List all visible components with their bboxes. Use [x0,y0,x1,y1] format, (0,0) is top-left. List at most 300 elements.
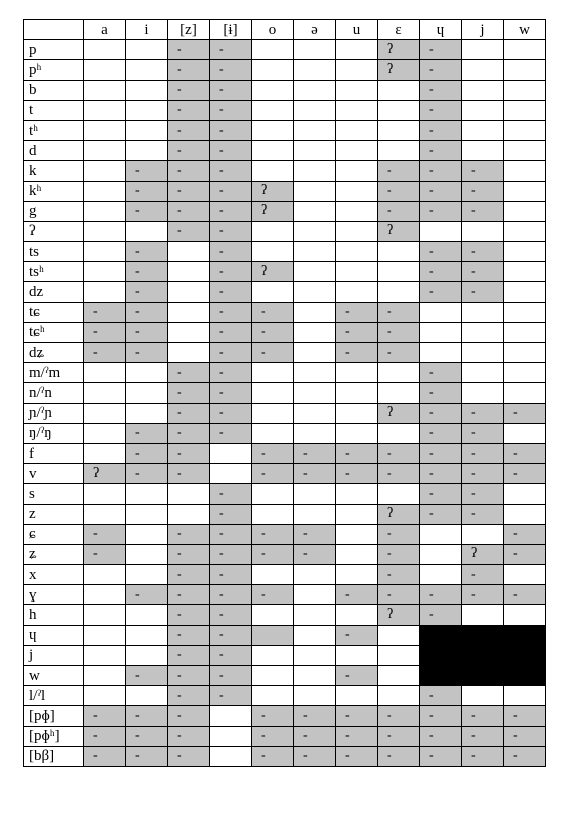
table-row [24,403,546,423]
table-cell [462,120,504,140]
row-label: s [24,484,84,504]
table-cell: - [252,524,294,544]
table-cell: - [84,706,126,726]
table-cell: - [378,706,420,726]
column-header: j [462,20,504,40]
table-cell [504,40,546,60]
table-cell: - [294,524,336,544]
table-cell [378,686,420,706]
column-header: [ɨ] [210,20,252,40]
table-cell [252,80,294,100]
table-cell [84,221,126,241]
table-cell [462,686,504,706]
table-cell [210,464,252,484]
table-cell [294,181,336,201]
table-cell: - [168,726,210,746]
table-cell [462,322,504,342]
table-cell [168,484,210,504]
table-cell: - [210,201,252,221]
table-cell: - [420,423,462,443]
table-cell [504,80,546,100]
table-cell [504,322,546,342]
table-cell: - [420,262,462,282]
table-cell [126,645,168,665]
row-label: ŋ/ˀŋ [24,423,84,443]
table-cell: - [420,605,462,625]
table-cell: - [168,666,210,686]
table-cell: - [210,605,252,625]
column-header: w [504,20,546,40]
table-cell [462,383,504,403]
table-cell: - [210,625,252,645]
table-cell [84,403,126,423]
table-cell [504,120,546,140]
table-cell [378,100,420,120]
table-cell [462,343,504,363]
table-cell [420,666,462,686]
table-cell [84,443,126,463]
table-cell [84,201,126,221]
table-cell: - [210,686,252,706]
table-cell [462,100,504,120]
table-row [24,484,546,504]
table-cell: - [420,80,462,100]
table-cell [252,504,294,524]
table-cell: - [210,322,252,342]
table-cell: - [210,383,252,403]
table-cell [294,100,336,120]
table-cell [336,282,378,302]
table-cell: ʔ [378,605,420,625]
table-cell [252,120,294,140]
table-cell: - [420,585,462,605]
table-cell: - [168,161,210,181]
table-cell [294,141,336,161]
table-row [24,100,546,120]
table-cell [252,40,294,60]
table-cell: - [378,726,420,746]
table-cell [84,565,126,585]
row-label: n/ˀn [24,383,84,403]
column-header: a [84,20,126,40]
table-cell: - [378,746,420,766]
table-cell: - [210,565,252,585]
table-cell [462,40,504,60]
table-cell [252,403,294,423]
table-cell: - [168,605,210,625]
table-cell: - [168,443,210,463]
table-cell [294,80,336,100]
table-cell: - [420,746,462,766]
table-cell: ʔ [84,464,126,484]
table-row [24,302,546,322]
table-row [24,221,546,241]
table-cell [504,60,546,80]
row-label: dʑ [24,343,84,363]
table-cell [378,484,420,504]
phonotactics-table [23,19,546,767]
table-cell [294,504,336,524]
table-cell: - [126,322,168,342]
table-cell: - [126,242,168,262]
table-cell [84,625,126,645]
table-cell: - [210,60,252,80]
row-label: tɕ [24,302,84,322]
table-cell [294,484,336,504]
table-cell: - [210,524,252,544]
row-label: ɥ [24,625,84,645]
table-cell [168,343,210,363]
table-cell: - [336,443,378,463]
table-cell [462,524,504,544]
table-cell [210,443,252,463]
table-cell: - [168,403,210,423]
table-cell [504,141,546,161]
table-cell [378,141,420,161]
table-cell: - [126,585,168,605]
table-cell [504,363,546,383]
table-cell [462,221,504,241]
table-cell [84,120,126,140]
table-cell [84,363,126,383]
table-cell [294,625,336,645]
table-cell [336,565,378,585]
table-cell [336,201,378,221]
table-cell: - [84,302,126,322]
table-cell: - [462,706,504,726]
table-cell: - [462,464,504,484]
table-cell [294,242,336,262]
table-cell: - [126,423,168,443]
table-row [24,181,546,201]
table-cell: - [420,504,462,524]
table-cell: - [168,201,210,221]
table-cell: - [210,504,252,524]
table-cell: - [126,443,168,463]
header-row [24,20,546,40]
row-label: b [24,80,84,100]
table-cell [378,363,420,383]
table-cell: ʔ [378,403,420,423]
table-row [24,363,546,383]
table-cell: - [168,706,210,726]
table-cell: - [126,746,168,766]
row-label: dz [24,282,84,302]
column-header: [z] [168,20,210,40]
table-row [24,120,546,140]
table-cell [84,242,126,262]
table-cell [252,383,294,403]
table-cell [126,141,168,161]
table-cell: - [84,322,126,342]
table-cell: - [210,423,252,443]
table-cell [252,625,294,645]
table-cell [210,706,252,726]
table-cell: - [336,625,378,645]
table-cell [336,605,378,625]
table-cell: - [462,282,504,302]
table-cell: - [294,464,336,484]
table-cell [168,282,210,302]
table-cell: - [168,746,210,766]
table-cell: - [420,443,462,463]
table-cell: - [378,443,420,463]
table-cell [84,181,126,201]
table-cell: - [126,464,168,484]
table-cell [378,282,420,302]
row-label: l/ˀl [24,686,84,706]
table-cell: - [462,423,504,443]
table-cell: ʔ [378,504,420,524]
row-label: h [24,605,84,625]
table-cell [336,504,378,524]
table-cell [378,666,420,686]
table-cell [504,625,546,645]
table-cell [420,625,462,645]
table-cell: - [84,746,126,766]
table-cell [294,383,336,403]
column-header: o [252,20,294,40]
table-cell [252,423,294,443]
table-cell: ʔ [252,262,294,282]
table-cell [84,161,126,181]
table-cell: - [378,181,420,201]
row-label: tsʰ [24,262,84,282]
table-cell: - [336,343,378,363]
table-cell [294,403,336,423]
table-cell: - [420,242,462,262]
table-cell [252,565,294,585]
table-cell: - [378,343,420,363]
table-cell [504,181,546,201]
row-label: ɣ [24,585,84,605]
table-cell [462,666,504,686]
table-cell: - [168,524,210,544]
table-cell: - [294,706,336,726]
row-label: w [24,666,84,686]
table-cell [252,242,294,262]
table-cell: - [504,746,546,766]
table-cell: - [168,423,210,443]
corner-cell [24,20,84,40]
table-cell: - [210,161,252,181]
table-cell: - [126,726,168,746]
table-cell: - [504,726,546,746]
table-cell [420,343,462,363]
table-cell: - [126,181,168,201]
table-cell [336,423,378,443]
table-row [24,322,546,342]
table-cell [336,524,378,544]
row-label: k [24,161,84,181]
column-header: ɛ [378,20,420,40]
table-cell [420,322,462,342]
table-cell [336,383,378,403]
table-cell [252,161,294,181]
table-cell [504,343,546,363]
table-row [24,60,546,80]
table-cell: - [420,141,462,161]
row-label: x [24,565,84,585]
table-cell: - [420,120,462,140]
table-cell [84,100,126,120]
table-cell: - [504,524,546,544]
table-cell [378,645,420,665]
table-cell: - [462,443,504,463]
table-cell [84,504,126,524]
table-row [24,443,546,463]
row-label: kʰ [24,181,84,201]
table-cell [378,423,420,443]
table-cell: - [168,464,210,484]
table-cell: ʔ [462,544,504,564]
table-cell [84,686,126,706]
table-cell [168,242,210,262]
table-cell [378,262,420,282]
table-cell [252,141,294,161]
table-cell: - [378,161,420,181]
table-row [24,242,546,262]
table-cell: - [210,120,252,140]
table-cell [168,504,210,524]
table-cell [294,161,336,181]
table-cell [84,383,126,403]
row-label: j [24,645,84,665]
table-cell [504,100,546,120]
table-cell [126,363,168,383]
table-cell [84,40,126,60]
table-cell [126,40,168,60]
table-cell: - [336,706,378,726]
table-cell: ʔ [252,181,294,201]
table-cell: - [252,544,294,564]
table-cell: - [210,343,252,363]
table-cell: - [336,746,378,766]
table-cell [294,221,336,241]
table-cell: - [336,585,378,605]
table-cell [294,60,336,80]
table-cell: - [252,464,294,484]
table-cell: - [168,80,210,100]
table-cell [252,666,294,686]
table-cell [210,746,252,766]
table-cell: - [462,181,504,201]
row-label: ɲ/ˀɲ [24,403,84,423]
table-cell [504,423,546,443]
table-cell [84,262,126,282]
table-cell: - [84,726,126,746]
table-cell: - [168,625,210,645]
row-label: ɕ [24,524,84,544]
table-cell [168,322,210,342]
table-cell: - [168,60,210,80]
table-cell [336,40,378,60]
table-cell [462,60,504,80]
table-row [24,706,546,726]
table-cell: - [462,242,504,262]
table-cell [336,403,378,423]
table-row [24,666,546,686]
table-row [24,605,546,625]
row-label: tɕʰ [24,322,84,342]
table-cell [294,363,336,383]
table-cell [126,524,168,544]
table-cell [504,302,546,322]
table-cell: - [168,585,210,605]
table-cell: - [294,726,336,746]
table-cell: - [168,181,210,201]
table-cell: - [84,544,126,564]
table-cell [126,383,168,403]
table-body [24,40,546,767]
table-row [24,161,546,181]
table-cell: - [420,181,462,201]
table-cell: - [210,282,252,302]
row-label: [pɸ] [24,706,84,726]
table-cell: - [462,726,504,746]
table-row [24,343,546,363]
table-cell [378,80,420,100]
row-label: [pɸʰ] [24,726,84,746]
table-cell [126,484,168,504]
table-cell: - [504,706,546,726]
table-cell [336,363,378,383]
table-cell [378,625,420,645]
table-cell [126,544,168,564]
table-cell: - [252,726,294,746]
table-cell: - [252,706,294,726]
table-row [24,504,546,524]
table-cell: - [168,363,210,383]
table-cell [126,120,168,140]
table-cell [336,484,378,504]
table-cell: - [210,666,252,686]
table-cell: - [462,585,504,605]
table-cell: - [462,565,504,585]
table-row [24,464,546,484]
table-cell [84,423,126,443]
row-label: z [24,504,84,524]
table-cell: - [294,443,336,463]
table-cell [84,282,126,302]
table-cell [504,242,546,262]
table-cell: - [420,484,462,504]
row-label: t [24,100,84,120]
table-cell [336,221,378,241]
table-cell: - [504,585,546,605]
row-label: p [24,40,84,60]
table-cell [462,80,504,100]
table-cell [336,242,378,262]
table-cell: - [462,161,504,181]
table-cell: - [126,201,168,221]
table-row [24,80,546,100]
table-cell [84,484,126,504]
table-cell [126,565,168,585]
table-cell [504,262,546,282]
table-cell [336,544,378,564]
table-cell [252,605,294,625]
table-cell [378,242,420,262]
table-row [24,383,546,403]
table-cell [84,605,126,625]
table-cell: - [168,565,210,585]
table-cell [126,100,168,120]
table-row [24,262,546,282]
table-cell [504,504,546,524]
table-row [24,201,546,221]
table-cell: - [168,645,210,665]
